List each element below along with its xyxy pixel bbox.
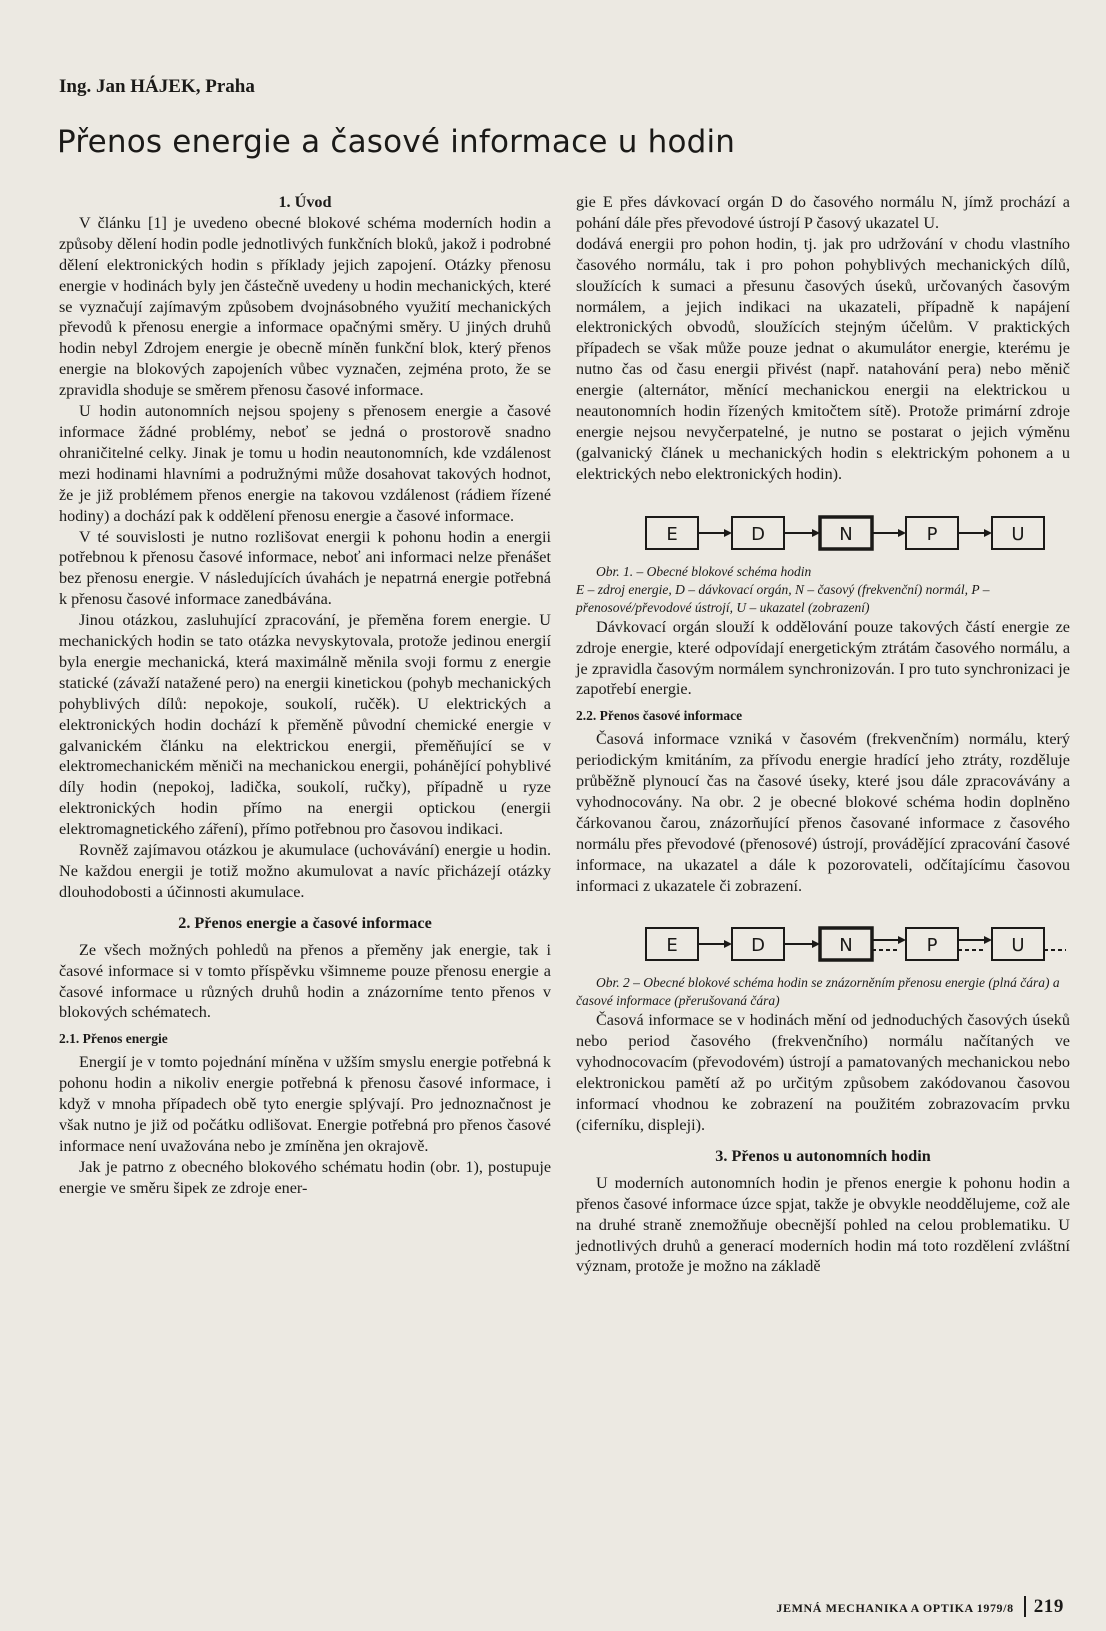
paragraph: U moderních autonomních hodin je přenos energie k pohonu hodin a přenos časové informace úzce spjat, takže je obvykle neoddělujeme, což ale na druhé straně znemožňuje obecnější pohled na celou problematiku. U jednotlivých druhů a generací moderních hodin má toto rozdělení zvláštní význam, protože je možno na základě — [576, 1173, 1070, 1276]
paragraph: V té souvislosti je nutno rozlišovat energii k pohonu hodin a energii potřebnou k přenosu časové informace, neboť ani informaci nelze přenášet bez přenosu energie. V následujících úvahách je nepatrná energie potřebná k přenosu časové informace zanedbávána. — [59, 527, 551, 609]
left-column — [59, 192, 551, 1199]
block-d-label: D — [751, 935, 765, 957]
paragraph: gie E přes dávkovací orgán D do časového normálu N, jímž prochází a pohání dále přes převodové ústrojí P časový ukazatel U. — [576, 193, 1070, 232]
section-heading-2: 2. Přenos energie a časové informace — [178, 913, 432, 932]
subsection-heading-2-2: 2.2. Přenos časové informace — [576, 708, 743, 724]
paragraph: V článku [1] je uvedeno obecné blokové schéma moderních hodin a způsoby dělení hodin podle jednotlivých funkčních bloků, jakož i podrobné dělení elektronických hodin s příklady jejich zapojení. Otázky přenosu energie v hodinách byly jen částečně uvedeny u hodin mechanických, které se vyznačují zajímavým způsobem dvojnásobného využití mechanických převodů k přenosu energie a informace opačnými směry. U jiných druhů hodin nebyl Zdrojem energie je obecně míněn funkční blok, který přenos energie na blokových zapojeních vůbec vyznačen, zejména proto, že se zpravidla shoduje se směrem přenosu časové informace. — [59, 213, 551, 400]
section-heading-3: 3. Přenos u autonomních hodin — [715, 1146, 931, 1165]
paragraph: Časová informace se v hodinách mění od jednoduchých časových úseků nebo period časového (frekvenčního) normálu načítaných ve vyhodnocovacím (převodovém) ústrojí a pamatovaných mechanickou nebo elektronickou pamětí až po určitým způsobem zakódovanou časovou informací vhodnou ke zobrazení na použitém zobrazovacím prvku (ciferníku, displeji). — [576, 1011, 1070, 1134]
block-u-label: U — [1011, 935, 1025, 957]
block-p-label: P — [926, 523, 938, 545]
paragraph: Časová informace vzniká v časovém (frekvenčním) normálu, který periodickým kmitáním, za přívodu energie hradící jeho ztráty, rozděluje průběžně plynoucí čas na časové úseky, které jsou dále zpracovávány a vyhodnocovány. Na obr. 2 je obecné blokové schéma hodin doplněno čárkovanou čarou, znázorňující přenos časované informace z časového normálu přes převodové (přenosové) ústrojí, provádějící zpracování časové informace, na ukazatel a dále k pozorovateli, odčítajícímu časovou informaci z ukazatele či zobrazení. — [576, 730, 1070, 895]
block-u-label: U — [1011, 523, 1025, 545]
author-line: Ing. Jan HÁJEK, Praha — [59, 76, 255, 97]
block-e-label: E — [666, 935, 678, 957]
journal-name: JEMNÁ MECHANIKA A OPTIKA 1979/8 — [776, 1601, 1014, 1615]
paragraph: Rovněž zajímavou otázkou je akumulace (uchovávání) energie u hodin. Ne každou energii je totiž možno akumulovat a navíc přicházejí otázky dlouhodobosti a účinnosti akumulace. — [59, 841, 551, 901]
paragraph: Dávkovací orgán slouží k oddělování pouze takových částí energie ze zdroje energie, které odpovídají energetickým ztrátám časového normálu, a je zpravidla časovým normálem synchronizován. I pro tuto synchronizaci je zapotřebí energie. — [576, 617, 1070, 699]
figure-1-caption-body: E – zdroj energie, D – dávkovací orgán, N – časový (frekvenční) normál, P – přenosové/převodové ústrojí, U – ukazatel (zobrazení) — [576, 581, 990, 615]
figure-2-svg — [576, 916, 1070, 974]
figure-2-caption: Obr. 2 – Obecné blokové schéma hodin se znázorněním přenosu energie (plná čára) a časové informace (přerušovaná čára) — [576, 975, 1060, 1009]
paragraph: Jinou otázkou, zasluhující zpracování, je přeměna forem energie. U mechanických hodin se tato otázka nevyskytovala, protože jedinou energií byla energie mechanická, která maximálně měnila svoji formu z energie statické (závaží natažené pero) na energii kinetickou (pohyb mechanických pohyblivých dílů: nepokoje, soukolí, ručěk). U elektrických a elektronických hodin dochází k přeměně původní chemické energie v galvanickém článku na elektrickou energii, přeměňující se v elektromechanickém měniči na mechanickou energii, pohánějící pohyblivé díly hodin (nepokoj, ladička, soukolí, ručky), případně u ryze elektronických hodin přímo na energii optickou (energii elektromagnetického záření), přímo potřebnou pro časovou indikaci. — [59, 611, 551, 839]
paragraph: dodává energii pro pohon hodin, tj. jak pro udržování v chodu vlastního časového normálu, tak i pro pohon pohyblivých mechanických dílů, sloužících k sumaci a přesunu časových úseků, určovaných časovým normálem, a jejich indikaci na ukazateli, případně k napájení elektronických obvodů, sloužících stejným účelům. V praktických případech se však může pouze jednat o akumulátor energie, kterému je nutno čas od času energii přivést (např. natahování pera) nebo měnič energie (alternátor, měnící mechanickou energii na elektrickou u neautonomních hodin řízených kmitočtem sítě). Protože primární zdroje energie nejsou nevyčerpatelné, je nutno se postarat o jejich výměnu (galvanický článek u mechanických hodin s elektrickým pohonem a u elektrických nebo elektronických hodin). — [576, 234, 1070, 483]
block-d-label: D — [751, 523, 765, 545]
subsection-heading-2-1: 2.1. Přenos energie — [59, 1031, 168, 1047]
block-e-label: E — [666, 523, 678, 545]
paragraph: Energií je v tomto pojednání míněna v užším smyslu energie potřebná k pohonu hodin a nikoliv energie potřebná k přenosu časové informace, i když v mnoha případech obě tyto energie splývají. Pro jednoznačnost je však nutno je již od počátku odlišovat. Energie potřebná pro přenos časové informace není uvažována nebo je zmíněna jen okrajově. — [59, 1053, 551, 1155]
paragraph: U hodin autonomních nejsou spojeny s přenosem energie a časové informace žádné problémy, neboť se jedná o prostorově snadno ohraničitelné celky. Jinak je tomu u hodin neautonomních, kde vzdálenost mezi hodinami hlavními a podružnými může dosahovat takových hodnot, že je již problémem přenos energie na takovou vzdálenost (rádiem řízené hodiny) a dochází pak k oddělení přenosu energie a časové informace. — [59, 402, 551, 525]
block-n-label: N — [839, 935, 853, 957]
page-number: 219 — [1024, 1596, 1064, 1617]
figure-1-block-diagram — [576, 505, 1070, 563]
block-n-label: N — [839, 523, 853, 545]
article-title: Přenos energie a časové informace u hodin — [57, 124, 736, 160]
paragraph: Ze všech možných pohledů na přenos a přeměny jak energie, tak i časové informace si v tomto příspěvku všimneme pouze přenosu energie a časové informace u různých druhů hodin a znázorníme tento přenos v blokových schématech. — [59, 940, 551, 1022]
figure-1-caption-title: Obr. 1. – Obecné blokové schéma hodin — [596, 563, 812, 579]
page-footer — [776, 1596, 1064, 1618]
figure-2-block-diagram — [576, 916, 1070, 974]
section-heading-intro: 1. Úvod — [278, 193, 332, 211]
paragraph: Jak je patrno z obecného blokového schématu hodin (obr. 1), postupuje energie ve směru šipek ze zdroje ener- — [59, 1157, 551, 1197]
right-column — [576, 192, 1070, 1277]
block-p-label: P — [926, 935, 938, 957]
figure-1-caption — [576, 563, 1070, 617]
figure-1-svg — [576, 505, 1070, 563]
